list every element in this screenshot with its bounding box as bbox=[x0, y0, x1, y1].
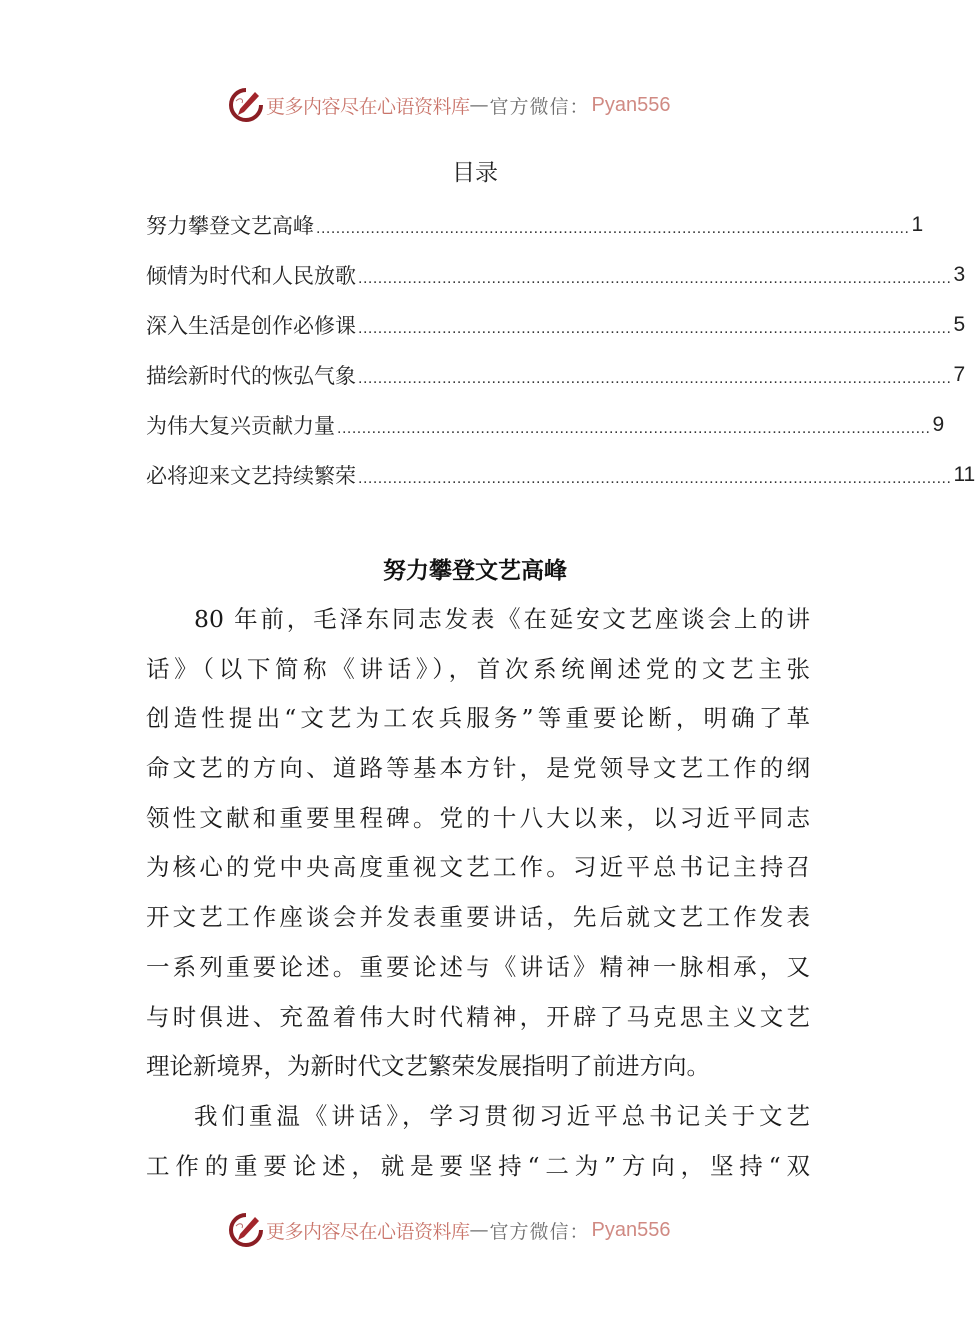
toc-leader-dots: ........................................................................................................................ bbox=[337, 420, 931, 437]
paragraph-line: 开文艺工作座谈会并发表重要讲话，先后就文艺工作发表 bbox=[146, 903, 810, 932]
toc-item[interactable] bbox=[146, 200, 924, 250]
article-body bbox=[146, 595, 810, 1191]
paragraph-line: 我们重温《讲话》，学习贯彻习近平总书记关于文艺 bbox=[194, 1101, 810, 1130]
toc-item-page: 11 bbox=[953, 463, 975, 486]
paragraph-line: 领性文献和重要里程碑。党的十八大以来，以习近平同志 bbox=[146, 803, 810, 832]
paragraph-line: 命文艺的方向、道路等基本方针，是党领导文艺工作的纲 bbox=[146, 754, 810, 783]
quill-pen-logo-icon bbox=[228, 1212, 264, 1248]
watermark-banner-top bbox=[228, 87, 728, 123]
paragraph-line: 工作的重要论述，就是要坚持“二为”方向，坚持“双 bbox=[146, 1151, 810, 1180]
paragraph-line: 80 年前，毛泽东同志发表《在延安文艺座谈会上的讲 bbox=[194, 605, 810, 633]
toc-item[interactable] bbox=[146, 300, 966, 350]
toc-item-label: 努力攀登文艺高峰 bbox=[146, 214, 314, 238]
toc-item-page: 1 bbox=[911, 213, 924, 236]
toc-item[interactable] bbox=[146, 350, 966, 400]
toc-item[interactable] bbox=[146, 400, 945, 450]
toc-item[interactable] bbox=[146, 450, 975, 500]
toc-leader-dots: ........................................................................................................................ bbox=[358, 470, 952, 487]
toc-leader-dots: ........................................................................................................................ bbox=[358, 270, 952, 287]
toc-item-label: 必将迎来文艺持续繁荣 bbox=[146, 464, 356, 488]
watermark-official-label: 官方微信： bbox=[489, 95, 590, 118]
toc-item-page: 9 bbox=[932, 413, 945, 436]
toc-leader-dots: ........................................................................................................................ bbox=[358, 370, 952, 387]
toc-item-label: 倾情为时代和人民放歌 bbox=[146, 264, 356, 288]
paragraph-line: 为核心的党中央高度重视文艺工作。习近平总书记主持召 bbox=[146, 853, 810, 882]
toc-item-label: 深入生活是创作必修课 bbox=[146, 314, 356, 338]
toc-item-label: 描绘新时代的恢弘气象 bbox=[146, 364, 356, 388]
paragraph-line: 话》（以下简称《讲话》），首次系统阐述党的文艺主张 bbox=[146, 654, 810, 683]
watermark-dash: — bbox=[469, 94, 490, 116]
watermark-site-text: 更多内容尽在心语资料库 bbox=[266, 1220, 470, 1243]
paragraph-line: 一系列重要论述。重要论述与《讲话》精神一脉相承，又 bbox=[146, 952, 810, 981]
watermark-official-label: 官方微信： bbox=[489, 1220, 590, 1243]
toc-item-page: 7 bbox=[953, 363, 966, 386]
toc-item-label: 为伟大复兴贡献力量 bbox=[146, 414, 335, 438]
watermark-dash: — bbox=[469, 1219, 490, 1241]
paragraph-line: 理论新境界，为新时代文艺繁荣发展指明了前进方向。 bbox=[146, 1052, 710, 1081]
toc-leader-dots: ........................................................................................................................ bbox=[316, 220, 910, 237]
watermark-wechat-id: Pyan556 bbox=[591, 1218, 671, 1241]
toc-leader-dots: ........................................................................................................................ bbox=[358, 320, 952, 337]
toc-item-page: 3 bbox=[953, 263, 966, 286]
watermark-banner-bottom bbox=[228, 1212, 728, 1248]
toc-item-page: 5 bbox=[953, 313, 966, 336]
paragraph-line: 与时俱进、充盈着伟大时代精神，开辟了马克思主义文艺 bbox=[146, 1002, 810, 1031]
watermark-site-text: 更多内容尽在心语资料库 bbox=[266, 95, 470, 118]
quill-pen-logo-icon bbox=[228, 87, 264, 123]
paragraph-line: 创造性提出“文艺为工农兵服务”等重要论断，明确了革 bbox=[146, 704, 810, 733]
watermark-wechat-id: Pyan556 bbox=[591, 93, 671, 116]
article-title: 努力攀登文艺高峰 bbox=[383, 558, 567, 584]
toc-title: 目录 bbox=[452, 160, 498, 186]
table-of-contents bbox=[146, 200, 975, 500]
toc-item[interactable] bbox=[146, 250, 966, 300]
